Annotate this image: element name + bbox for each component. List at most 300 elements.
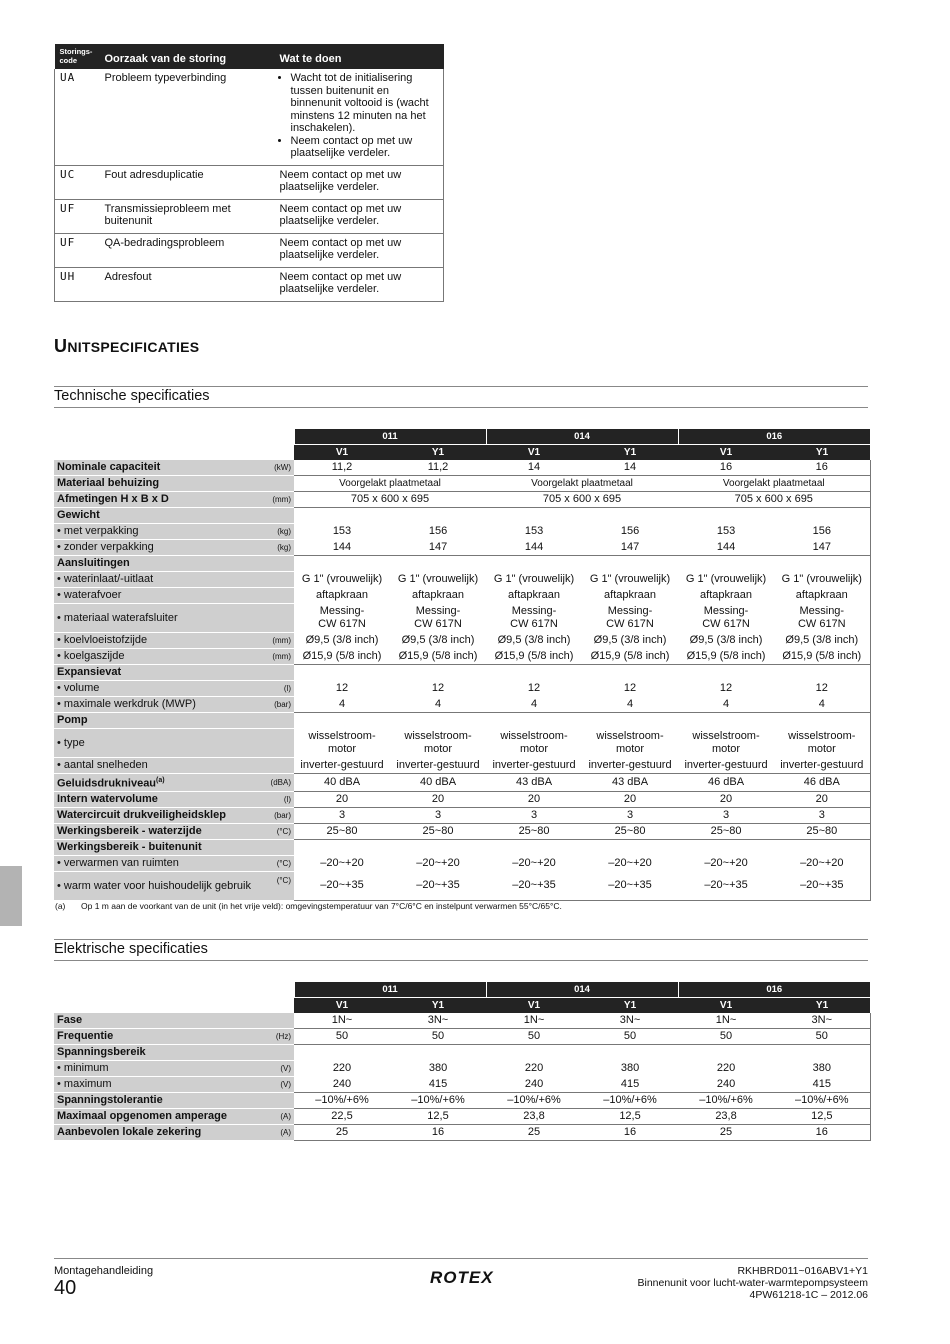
row-unit: (l) [264,681,294,697]
table-row [54,572,870,588]
table-cell: –20~+20 [512,856,556,869]
row-label: Pomp [54,713,264,729]
table-row [54,713,870,729]
table-row [54,855,870,871]
row-label: • volume [54,681,264,697]
table-cell: Messing- CW 617N [414,605,462,630]
error-cause: QA-bedradingsprobleem [100,233,275,267]
table-cell: 23,8 [678,1109,774,1125]
table-cell: 25 [678,1125,774,1141]
footer-doc-info [637,1265,868,1301]
table-row [54,665,870,681]
table-row [54,1125,870,1141]
table-row [54,492,870,508]
row-label: • met verpakking [54,524,264,540]
table-row [54,524,870,540]
error-cause: Probleem typeverbinding [100,69,275,165]
error-code: UA [55,69,100,165]
row-label: • maximale werkdruk (MWP) [54,697,264,713]
table-cell: –20~+35 [678,871,774,900]
row-label: • koelgaszijde [54,649,264,665]
variant-header: Y1 [390,998,486,1014]
table-cell: 25 [486,1125,582,1141]
table-cell: 25~80 [774,823,870,839]
variant-header: Y1 [774,445,870,461]
table-row [54,871,870,900]
table-cell: 156 [428,525,448,537]
table-cell: 50 [390,1029,486,1045]
variant-header: Y1 [582,445,678,461]
row-label: • waterinlaat/-uitlaat [54,572,264,588]
row-label: Materiaal behuizing [54,476,264,492]
error-action: Neem contact op met uw plaatselijke verdeler. [275,233,444,267]
table-cell: Ø9,5 (3/8 inch) [305,634,379,646]
table-cell: 3 [294,807,390,823]
table-cell: wisselstroom- motor [308,730,376,755]
table-cell: 3 [678,807,774,823]
variant-header: Y1 [582,998,678,1014]
footnote: (a) Op 1 m aan de voorkant van de unit (in het vrije veld): omgevingstemperatuur van 7°C/6°C en instelpunt verwarmen 55°C/65°C. [55,901,562,911]
table-cell: Voorgelakt plaatmetaal [678,476,870,492]
table-cell: 50 [678,1029,774,1045]
group-header-row [54,429,870,445]
table-cell: –20~+20 [608,856,652,869]
table-cell: 3 [390,807,486,823]
table-cell: 16 [582,1125,678,1141]
row-label: Nominale capaciteit [54,460,264,476]
table-cell: –20~+20 [320,856,364,869]
table-cell: aftapkraan [604,589,657,601]
table-cell: 240 [486,1077,582,1093]
error-table-header [55,44,444,69]
variant-header: V1 [294,998,390,1014]
row-label: Maximaal opgenomen amperage [54,1109,264,1125]
table-cell: 3 [486,807,582,823]
table-cell: 144 [678,540,774,556]
error-code: UF [55,233,100,267]
table-cell: –10%/+6% [582,1093,678,1109]
divider [54,386,868,387]
table-cell: 156 [774,524,870,540]
table-cell: aftapkraan [412,589,464,601]
error-code-table [54,44,444,302]
table-cell: Ø9,5 (3/8 inch) [593,634,667,646]
table-row [54,604,870,633]
row-label: • waterafvoer [54,588,264,604]
error-cause: Transmissieprobleem met buitenunit [100,199,275,233]
table-cell: 14 [582,460,678,476]
table-cell: 415 [582,1077,678,1093]
divider [54,939,868,940]
row-label: • maximum [54,1077,264,1093]
table-cell: 153 [716,525,736,537]
table-row [54,1061,870,1077]
table-cell: 16 [390,1125,486,1141]
footer-model: RKHBRD011~016ABV1+Y1 [737,1265,868,1277]
table-cell: Messing- CW 617N [702,605,750,630]
table-cell: 3N~ [390,1013,486,1029]
table-cell: 12 [431,682,445,694]
row-label: Aansluitingen [54,556,264,572]
table-cell: G 1" (vrouwelijk) [685,573,767,585]
table-cell: Messing- CW 617N [774,604,870,633]
error-action: Neem contact op met uw plaatselijke verdeler. [275,267,444,301]
table-cell: 46 dBA [774,774,870,792]
error-cause: Fout adresduplicatie [100,165,275,199]
table-cell: –20~+20 [416,856,460,869]
table-cell: –10%/+6% [774,1093,870,1109]
table-cell: 415 [774,1077,870,1093]
row-label: Fase [54,1013,264,1029]
row-label: • koelvloeistofzijde [54,633,264,649]
group-014: 014 [486,982,678,998]
row-label: Frequentie [54,1029,264,1045]
table-cell: 705 x 600 x 695 [678,492,870,508]
table-cell: Ø9,5 (3/8 inch) [689,634,763,646]
table-cell: inverter-gestuurd [582,758,678,774]
group-011: 011 [294,429,486,445]
table-cell: 240 [294,1077,390,1093]
table-cell: Ø9,5 (3/8 inch) [497,634,571,646]
table-cell: 147 [582,540,678,556]
footer-doc-code: 4PW61218-1C – 2012.06 [749,1289,868,1301]
footer-divider [54,1258,868,1259]
row-unit: (bar) [264,697,294,713]
table-cell: wisselstroom- motor [774,729,870,758]
row-label: Expansievat [54,665,264,681]
tech-spec-title: Technische specificaties [54,388,210,404]
elec-spec-title: Elektrische specificaties [54,941,208,957]
table-cell: 43 dBA [582,774,678,792]
row-unit: (°C) [264,823,294,839]
header-code: Storings- code [55,44,100,69]
row-unit: (l) [264,791,294,807]
row-label: • minimum [54,1061,264,1077]
row-unit: (bar) [264,807,294,823]
table-cell: G 1" (vrouwelijk) [589,573,671,585]
group-016: 016 [678,429,870,445]
variant-header: V1 [678,998,774,1014]
row-label: • zonder verpakking [54,540,264,556]
table-cell: 12 [335,682,349,694]
table-row [55,165,444,199]
row-label: Geluidsdrukniveau$^{(a)}$ [54,774,264,792]
table-cell: 20 [294,791,390,807]
table-cell: 705 x 600 x 695 [294,492,486,508]
table-cell: inverter-gestuurd [390,758,486,774]
table-cell: Ø15,9 (5/8 inch) [486,649,582,665]
error-code: UF [55,199,100,233]
table-row [54,1109,870,1125]
header-cause: Oorzaak van de storing [100,44,275,69]
table-row [54,839,870,855]
table-cell: –10%/+6% [294,1093,390,1109]
row-unit: (kg) [264,540,294,556]
variant-header: V1 [486,445,582,461]
error-code: UC [55,165,100,199]
table-cell: 16 [774,1125,870,1141]
table-cell: 12 [527,682,541,694]
elec-spec-table [54,982,871,1141]
table-row [54,1045,870,1061]
table-row [54,540,870,556]
table-cell: 20 [582,791,678,807]
table-cell: Ø15,9 (5/8 inch) [390,649,486,665]
table-cell: 43 dBA [486,774,582,792]
divider [54,407,868,408]
table-cell: 220 [332,1062,352,1074]
table-cell: 1N~ [678,1013,774,1029]
table-cell: 20 [678,791,774,807]
row-label: Werkingsbereik - waterzijde [54,823,264,839]
table-cell: Ø15,9 (5/8 inch) [582,649,678,665]
table-cell: 380 [620,1062,640,1074]
table-cell: 20 [390,791,486,807]
table-cell: 156 [620,525,640,537]
table-cell: 12,5 [774,1109,870,1125]
table-cell: 3N~ [774,1013,870,1029]
table-row [54,681,870,697]
row-label: • materiaal waterafsluiter [54,604,264,633]
table-cell: Ø9,5 (3/8 inch) [401,634,475,646]
table-cell: wisselstroom- motor [596,730,664,755]
row-unit: (dBA) [264,774,294,792]
table-cell: aftapkraan [700,589,753,601]
row-label: • type [54,729,264,758]
table-cell: 25~80 [678,823,774,839]
row-label: Watercircuit drukveiligheidsklep [54,807,264,823]
table-cell: 40 dBA [294,774,390,792]
header-action: Wat te doen [275,44,444,69]
table-cell: 12 [623,682,637,694]
table-cell: aftapkraan [774,588,870,604]
table-cell: 50 [582,1029,678,1045]
table-cell: 50 [486,1029,582,1045]
row-label: Gewicht [54,508,264,524]
table-cell: 16 [774,460,870,476]
variant-header-row [54,998,870,1014]
variant-header-row [54,445,870,461]
table-row [55,69,444,165]
table-cell: 144 [294,540,390,556]
footer-manual-name: Montagehandleiding [54,1265,154,1277]
table-row [54,774,870,792]
table-cell: 220 [524,1062,544,1074]
group-011: 011 [294,982,486,998]
table-cell: –10%/+6% [678,1093,774,1109]
table-cell: 153 [524,525,544,537]
table-cell: 220 [716,1062,736,1074]
table-cell: G 1" (vrouwelijk) [301,573,383,585]
table-cell: Voorgelakt plaatmetaal [486,476,678,492]
table-cell: 4 [678,697,774,713]
row-unit: (A) [264,1125,294,1141]
row-label: • aantal snelheden [54,758,264,774]
table-cell: 12,5 [390,1109,486,1125]
table-row [54,807,870,823]
table-cell: 4 [582,697,678,713]
row-unit: (mm) [264,633,294,649]
table-cell: 40 dBA [390,774,486,792]
table-cell: 46 dBA [678,774,774,792]
table-cell: 12 [719,682,733,694]
table-cell: 3 [774,807,870,823]
table-cell: 240 [678,1077,774,1093]
table-cell: 415 [390,1077,486,1093]
table-row [55,199,444,233]
table-cell: Messing- CW 617N [318,605,366,630]
section-title: UNITSPECIFICATIES [54,336,200,356]
table-row [54,791,870,807]
table-row [54,1013,870,1029]
row-label: • verwarmen van ruimten [54,855,264,871]
table-cell: 16 [678,460,774,476]
table-cell: 4 [774,697,870,713]
error-action: Neem contact op met uw plaatselijke verdeler. [275,165,444,199]
table-cell: 20 [486,791,582,807]
table-cell: 153 [332,525,352,537]
table-cell: 23,8 [486,1109,582,1125]
table-cell: inverter-gestuurd [774,758,870,774]
table-cell: –10%/+6% [486,1093,582,1109]
table-cell: 22,5 [294,1109,390,1125]
table-row [55,233,444,267]
variant-header: V1 [486,998,582,1014]
table-cell: 1N~ [294,1013,390,1029]
table-cell: 12,5 [582,1109,678,1125]
table-cell: 4 [390,697,486,713]
rotex-logo: ROTEX [430,1268,494,1287]
table-cell: 1N~ [486,1013,582,1029]
error-action: Neem contact op met uw plaatselijke verdeler. [275,199,444,233]
table-row [54,633,870,649]
row-unit: (V) [264,1077,294,1093]
table-cell: 12 [774,681,870,697]
table-cell: 50 [294,1029,390,1045]
row-label: Spanningsbereik [54,1045,264,1061]
table-cell: –10%/+6% [390,1093,486,1109]
error-action [275,69,444,165]
table-cell: 3 [582,807,678,823]
table-row [54,1093,870,1109]
table-cell: 4 [294,697,390,713]
table-cell: –20~+35 [486,871,582,900]
table-cell: –20~+20 [704,856,748,869]
group-header-row [54,982,870,998]
table-cell: wisselstroom- motor [404,730,472,755]
table-cell: 4 [486,697,582,713]
table-cell: –20~+35 [582,871,678,900]
table-cell: G 1" (vrouwelijk) [774,572,870,588]
table-cell: 25~80 [390,823,486,839]
side-tab-marker [0,866,22,926]
table-cell: Messing- CW 617N [510,605,558,630]
action-item: • Wacht tot de initialisering tussen buitenunit en binnenunit voltooid is (wacht minstens 12 minuten na het inschakelen). [291,72,439,135]
row-label: Intern watervolume [54,791,264,807]
row-unit: (mm) [264,649,294,665]
row-label: Werkingsbereik - buitenunit [54,839,264,855]
table-cell: 20 [774,791,870,807]
table-row [54,697,870,713]
page-number: 40 [54,1277,77,1299]
table-cell: 380 [428,1062,448,1074]
table-cell: inverter-gestuurd [294,758,390,774]
table-row [54,729,870,758]
table-cell: G 1" (vrouwelijk) [493,573,575,585]
row-unit: (kg) [264,524,294,540]
row-label: • warm water voor huishoudelijk gebruik [54,871,264,900]
table-cell: 147 [774,540,870,556]
row-label: Aanbevolen lokale zekering [54,1125,264,1141]
table-cell: inverter-gestuurd [678,758,774,774]
table-cell: 380 [774,1061,870,1077]
table-row [54,588,870,604]
row-unit: (V) [264,1061,294,1077]
action-item: • Neem contact op met uw plaatselijke verdeler. [291,135,439,160]
table-cell: 14 [486,460,582,476]
table-cell: wisselstroom- motor [692,730,760,755]
footer-description: Binnenunit voor lucht-water-warmtepompsysteem [637,1277,868,1289]
row-unit: (°C) [264,871,294,900]
error-code: UH [55,267,100,301]
row-unit: (°C) [264,855,294,871]
table-cell: 147 [390,540,486,556]
table-row [54,758,870,774]
group-016: 016 [678,982,870,998]
table-row [55,267,444,301]
table-row [54,1029,870,1045]
table-cell: aftapkraan [316,589,368,601]
table-cell: 25~80 [582,823,678,839]
table-cell: Voorgelakt plaatmetaal [294,476,486,492]
table-cell: –20~+35 [390,871,486,900]
table-cell: Ø15,9 (5/8 inch) [294,649,390,665]
table-row [54,508,870,524]
table-cell: 25 [294,1125,390,1141]
table-cell: G 1" (vrouwelijk) [397,573,479,585]
table-cell: 50 [774,1029,870,1045]
table-cell: Ø9,5 (3/8 inch) [774,633,870,649]
table-cell: 705 x 600 x 695 [486,492,678,508]
row-label: Afmetingen H x B x D [54,492,264,508]
variant-header: V1 [294,445,390,461]
divider [54,960,868,961]
row-unit: (A) [264,1109,294,1125]
table-cell: 3N~ [582,1013,678,1029]
row-unit: (kW) [264,460,294,476]
table-cell: –20~+35 [774,871,870,900]
table-cell: aftapkraan [508,589,560,601]
variant-header: Y1 [774,998,870,1014]
table-cell: wisselstroom- motor [500,730,568,755]
table-cell: Ø15,9 (5/8 inch) [678,649,774,665]
row-unit: (mm) [264,492,294,508]
table-cell: 25~80 [486,823,582,839]
table-row [54,460,870,476]
table-row [54,823,870,839]
table-cell: Ø15,9 (5/8 inch) [774,649,870,665]
table-cell: 11,2 [390,460,486,476]
table-cell: 25~80 [294,823,390,839]
tech-spec-table [54,429,871,901]
table-row [54,556,870,572]
row-unit: (Hz) [264,1029,294,1045]
table-cell: –20~+35 [294,871,390,900]
table-row [54,476,870,492]
variant-header: V1 [678,445,774,461]
table-row [54,649,870,665]
error-cause: Adresfout [100,267,275,301]
